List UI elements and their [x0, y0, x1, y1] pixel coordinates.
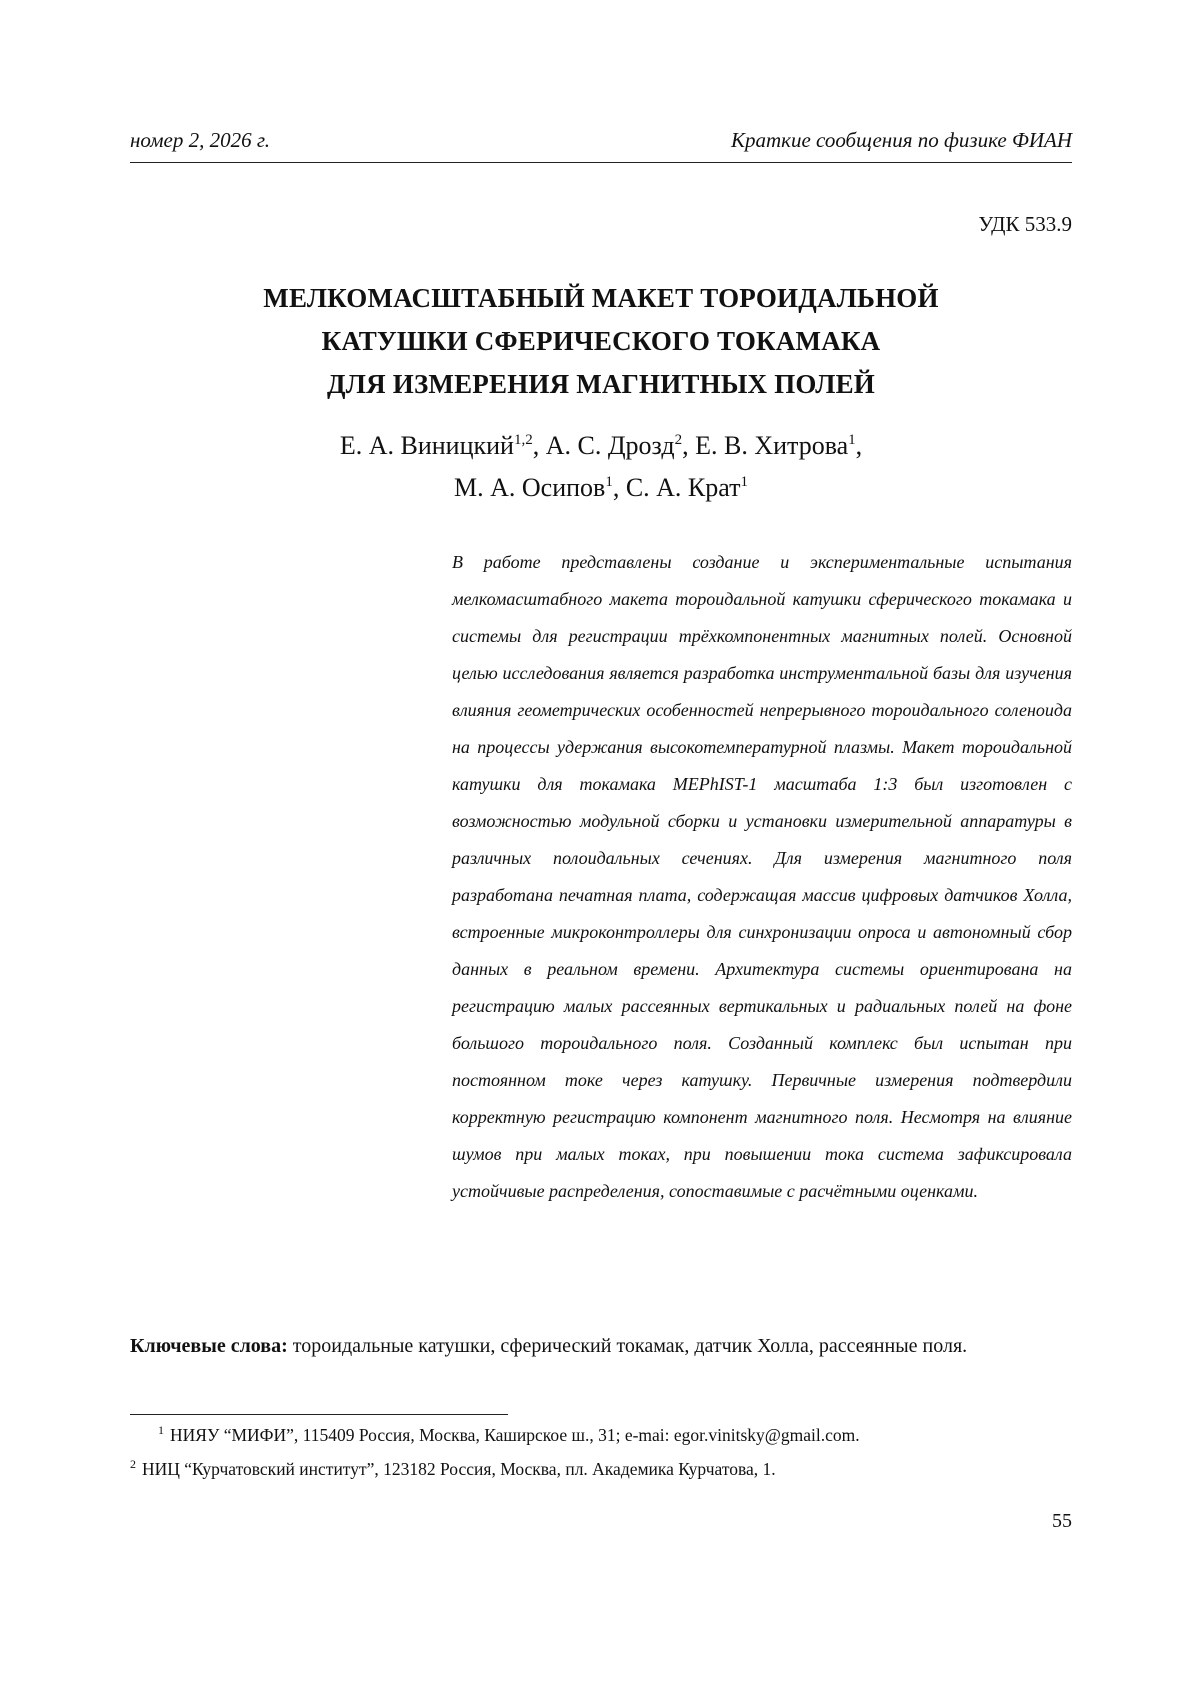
authors-line-2	[130, 467, 1072, 509]
footnotes	[130, 1418, 1072, 1486]
abstract: В работе представлены создание и экспериментальные испытания мелкомасштабного макета тороидальной катушки сферического токамака и системы для регистрации трёхкомпонентных магнитных полей. Основной целью исследования является разработка инструментальной базы для изучения влияния геометрических особенностей непрерывного тороидального соленоида на процессы удержания высокотемпературной плазмы. Макет тороидальной катушки для токамака MEPhIST-1 масштаба 1:3 был изготовлен с возможностью модульной сборки и установки измерительной аппаратуры в различных полоидальных сечениях. Для измерения магнитного поля разработана печатная плата, содержащая массив цифровых датчиков Холла, встроенные микроконтроллеры для синхронизации опроса и автономный сбор данных в реальном времени. Архитектура системы ориентирована на регистрацию малых рассеянных вертикальных и радиальных полей на фоне большого тороидального поля. Созданный комплекс был испытан при постоянном токе через катушку. Первичные измерения подтвердили корректную регистрацию компонент магнитного поля. Несмотря на влияние шумов при малых токах, при повышении тока система зафиксировала устойчивые распределения, сопоставимые с расчётными оценками.	[452, 552, 1072, 1201]
header-issue: номер 2, 2026 г.	[130, 128, 271, 152]
header-journal: Краткие сообщения по физике ФИАН	[731, 128, 1072, 152]
footnote	[130, 1452, 1072, 1486]
page-number: 55	[1052, 1510, 1072, 1532]
keywords-label: Ключевые слова:	[130, 1335, 288, 1357]
author-separator: ,	[855, 431, 863, 460]
author-name: Е. А. Виницкий	[339, 431, 514, 460]
author-affiliation: 1,2	[513, 432, 533, 448]
running-header	[130, 128, 1072, 163]
author-separator: ,	[682, 431, 696, 460]
author-name: Е. В. Хитрова	[695, 431, 849, 460]
title-line: КАТУШКИ СФЕРИЧЕСКОГО ТОКАМАКА	[321, 326, 881, 356]
title-line: ДЛЯ ИЗМЕРЕНИЯ МАГНИТНЫХ ПОЛЕЙ	[327, 369, 875, 399]
footnote	[130, 1418, 1072, 1452]
keywords-text: тороидальные катушки, сферический токамак, датчик Холла, рассеянные поля.	[292, 1335, 968, 1357]
author-name: С. А. Крат	[625, 473, 741, 502]
footnote-mark: 1	[158, 1423, 164, 1437]
title-line: МЕЛКОМАСШТАБНЫЙ МАКЕТ ТОРОИДАЛЬНОЙ	[263, 283, 939, 313]
footnote-divider	[130, 1414, 508, 1415]
author-separator: ,	[612, 473, 626, 502]
author-name: М. А. Осипов	[453, 473, 606, 502]
udk-code: УДК 533.9	[978, 212, 1072, 236]
author-affiliation: 1	[848, 432, 856, 448]
footnote-text: НИЦ “Курчатовский институт”, 123182 Россия, Москва, пл. Академика Курчатова, 1.	[142, 1459, 776, 1479]
article-title	[130, 277, 1072, 406]
author-affiliation: 1	[605, 474, 613, 490]
footnote-mark: 2	[130, 1457, 136, 1471]
author-affiliation: 2	[674, 432, 683, 448]
authors	[130, 425, 1072, 509]
author-affiliation: 1	[740, 474, 749, 490]
keywords	[130, 1328, 1072, 1365]
authors-line-1	[130, 425, 1072, 467]
author-separator: ,	[532, 431, 546, 460]
footnote-text: НИЯУ “МИФИ”, 115409 Россия, Москва, Каширское ш., 31; e-mai: egor.vinitsky@gmail.com.	[170, 1425, 860, 1445]
author-name: А. С. Дрозд	[545, 431, 675, 460]
